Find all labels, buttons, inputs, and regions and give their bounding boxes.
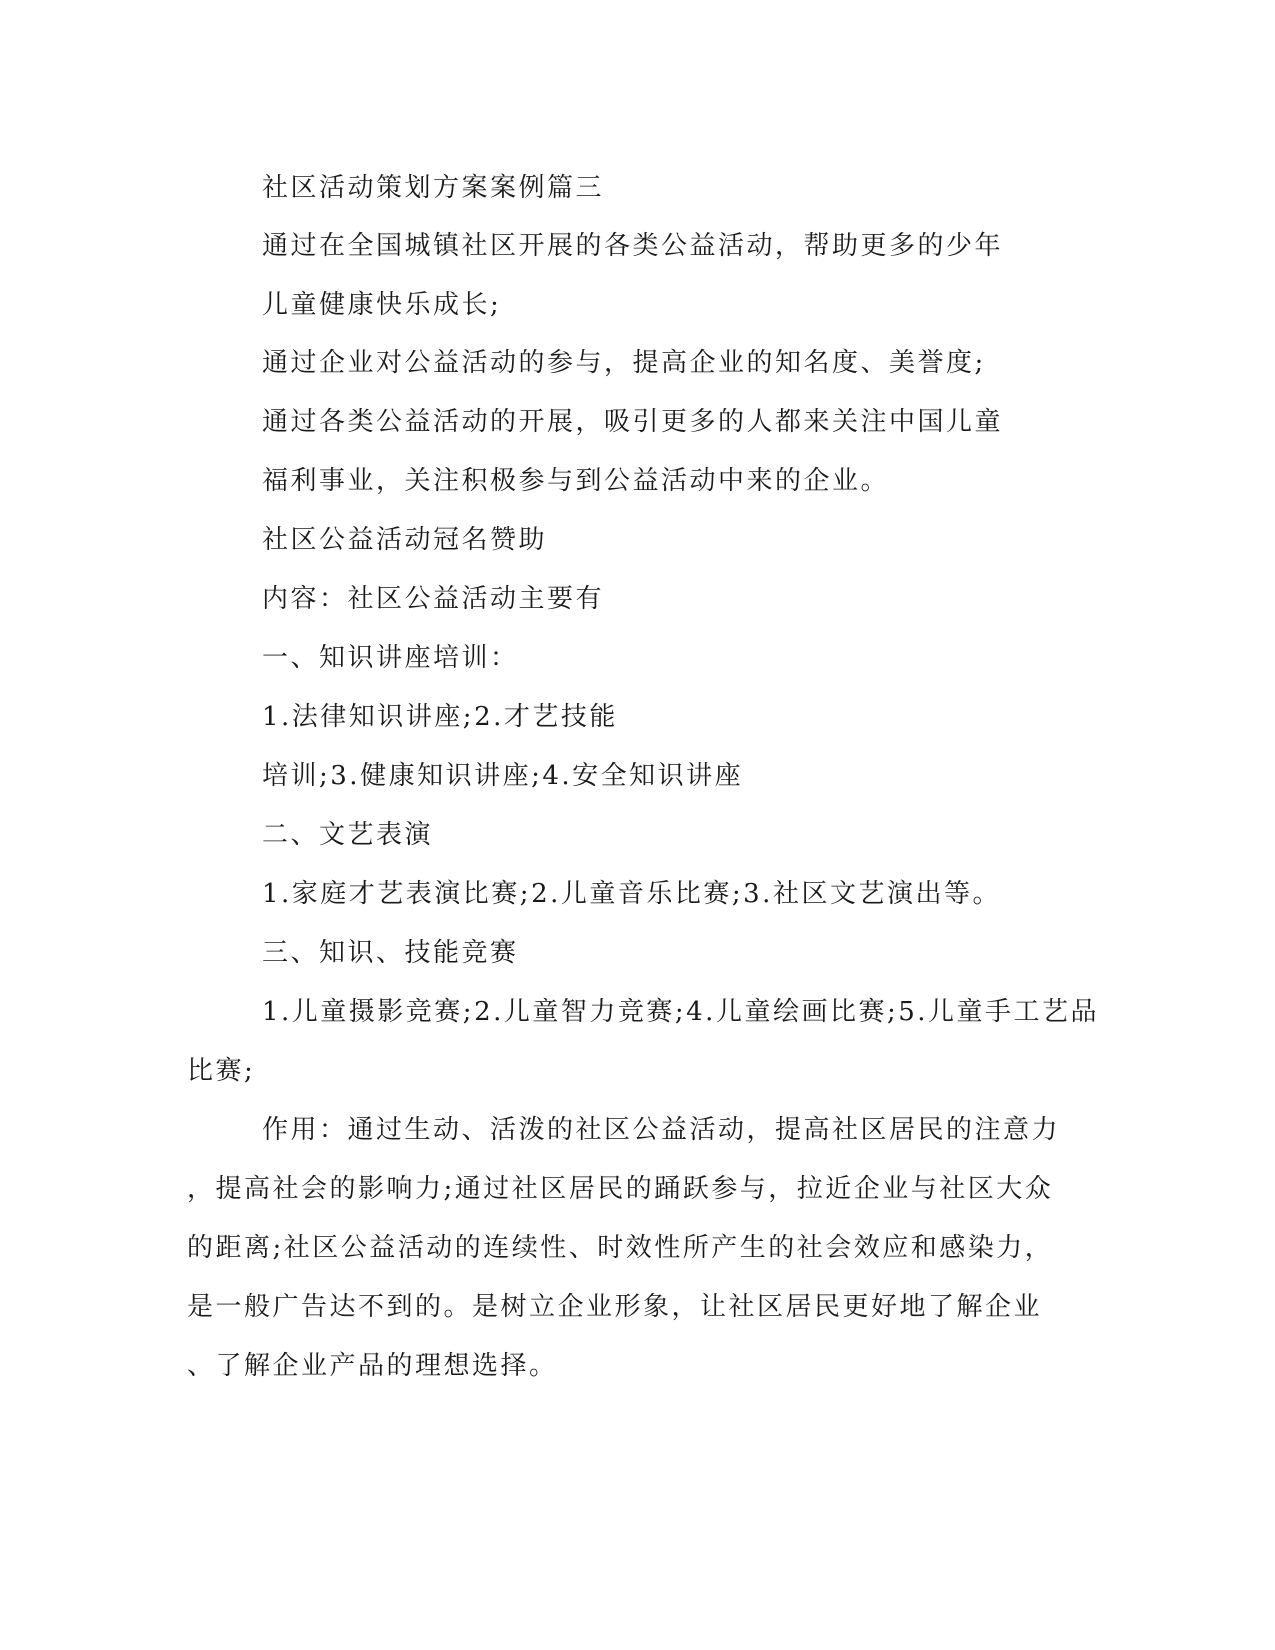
paragraph-line: 作用：通过生动、活泼的社区公益活动，提高社区居民的注意力 <box>262 1115 1061 1145</box>
section-heading: 二、文艺表演 <box>262 820 434 850</box>
list-line: 1.儿童摄影竞赛;2.儿童智力竞赛;4.儿童绘画比赛;5.儿童手工艺品 <box>262 997 1100 1027</box>
document-title: 社区活动策划方案案例篇三 <box>262 173 605 203</box>
list-line: 1.法律知识讲座;2.才艺技能 <box>262 702 618 732</box>
paragraph-line: 、了解企业产品的理想选择。 <box>187 1351 558 1381</box>
list-line: 比赛; <box>187 1056 256 1086</box>
section-heading: 一、知识讲座培训： <box>262 643 519 673</box>
list-line: 培训;3.健康知识讲座;4.安全知识讲座 <box>262 761 744 791</box>
paragraph-line: ，提高社会的影响力;通过社区居民的踊跃参与，拉近企业与社区大众 <box>187 1174 1054 1204</box>
list-line: 1.家庭才艺表演比赛;2.儿童音乐比赛;3.社区文艺演出等。 <box>262 879 1001 909</box>
paragraph-line: 的距离;社区公益活动的连续性、时效性所产生的社会效应和感染力， <box>187 1233 1054 1263</box>
paragraph-line: 福利事业，关注积极参与到公益活动中来的企业。 <box>262 466 890 496</box>
paragraph-line: 内容：社区公益活动主要有 <box>262 584 605 614</box>
section-heading: 社区公益活动冠名赞助 <box>262 525 548 555</box>
paragraph-line: 儿童健康快乐成长; <box>262 290 502 320</box>
section-heading: 三、知识、技能竞赛 <box>262 938 519 968</box>
paragraph-line: 通过在全国城镇社区开展的各类公益活动，帮助更多的少年 <box>262 231 1004 261</box>
paragraph-line: 通过各类公益活动的开展，吸引更多的人都来关注中国儿童 <box>262 407 1004 437</box>
paragraph-line: 是一般广告达不到的。是树立企业形象，让社区居民更好地了解企业 <box>187 1292 1043 1322</box>
paragraph-line: 通过企业对公益活动的参与，提高企业的知名度、美誉度; <box>262 348 986 378</box>
